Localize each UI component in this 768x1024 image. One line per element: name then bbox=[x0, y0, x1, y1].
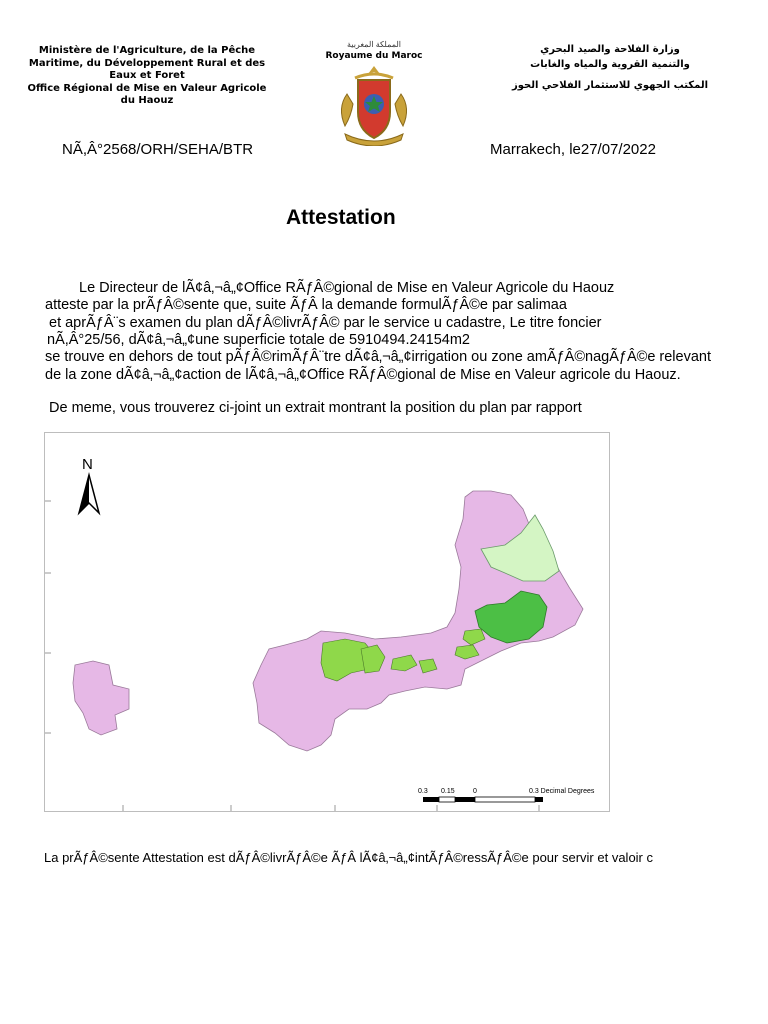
scale-label: 0.3 bbox=[418, 788, 428, 795]
paragraph-line: et aprÃƒÂ¨s examen du plan dÃƒÂ©livrÃƒÂ© par le service u cadastre, Le titre foncier bbox=[49, 315, 602, 331]
scale-label: 0.15 bbox=[441, 788, 455, 795]
header-right-line: والتنمية القروية والمياه والغابات bbox=[530, 59, 690, 70]
north-label: N bbox=[82, 456, 93, 473]
header-left-line: Ministère de l'Agriculture, de la Pêche bbox=[38, 45, 256, 56]
paragraph-line: atteste par la prÃƒÂ©sente que, suite ÃƒÂ la demande formulÃƒÂ©e par salimaa bbox=[45, 297, 567, 313]
scale-bar bbox=[423, 797, 543, 802]
place-date: Marrakech, le27/07/2022 bbox=[490, 141, 656, 158]
reference-number: NÃ,Â°2568/ORH/SEHA/BTR bbox=[62, 141, 254, 158]
closing-statement: La prÃƒÂ©sente Attestation est dÃƒÂ©livrÃƒÂ©e ÃƒÂ lÃ¢â‚¬â„¢intÃƒÂ©ressÃƒÂ©e pour servir et valoir c bbox=[44, 850, 654, 865]
scale-label: 0.3 Decimal Degrees bbox=[529, 788, 595, 795]
scale-label: 0 bbox=[473, 788, 477, 795]
map-graticule-bottom bbox=[123, 805, 539, 811]
map-graticule-left bbox=[45, 501, 51, 733]
paragraph-line: de la zone dÃ¢â‚¬â„¢action de lÃ¢â‚¬â„¢Office RÃƒÂ©gional de Mise en Valeur agricole du Haouz. bbox=[45, 367, 681, 383]
header-right-block bbox=[480, 42, 740, 93]
header-right-line: وزارة الفلاحة والصيد البحري bbox=[540, 44, 680, 55]
location-map bbox=[44, 432, 610, 812]
page-title: Attestation bbox=[286, 206, 396, 229]
map-canvas bbox=[45, 433, 609, 811]
north-arrow-icon bbox=[79, 475, 99, 513]
header-center-block bbox=[316, 40, 432, 146]
paragraph-line: se trouve en dehors de tout pÃƒÂ©rimÃƒÂ¨tre dÃ¢â‚¬â„¢irrigation ou zone amÃƒÂ©nagÃƒÂ©e relevant bbox=[45, 349, 712, 365]
royal-emblem-icon bbox=[335, 64, 413, 146]
header-left-block bbox=[22, 45, 272, 108]
extract-line: De meme, vous trouverez ci-joint un extrait montrant la position du plan par rapport bbox=[49, 400, 582, 416]
header-left-line: Eaux et Foret bbox=[109, 70, 185, 81]
header-right-line: المكتب الجهوي للاستثمار الفلاحي الحوز bbox=[512, 80, 708, 91]
map-region-west bbox=[73, 661, 129, 735]
header-left-line: Office Régional de Mise en Valeur Agricole bbox=[27, 82, 267, 94]
header-left-line: Maritime, du Développement Rural et des bbox=[28, 57, 266, 69]
paragraph-line: Le Directeur de lÃ¢â‚¬â„¢Office RÃƒÂ©gional de Mise en Valeur Agricole du Haouz bbox=[79, 280, 615, 296]
paragraph-line: nÃ,Â°25/56, dÃ¢â‚¬â„¢une superficie totale de 5910494.24154m2 bbox=[47, 332, 470, 348]
header-center-french: Royaume du Maroc bbox=[325, 51, 423, 61]
header-left-line: du Haouz bbox=[120, 95, 174, 106]
header-center-arabic: المملكة المغربية bbox=[347, 40, 401, 49]
